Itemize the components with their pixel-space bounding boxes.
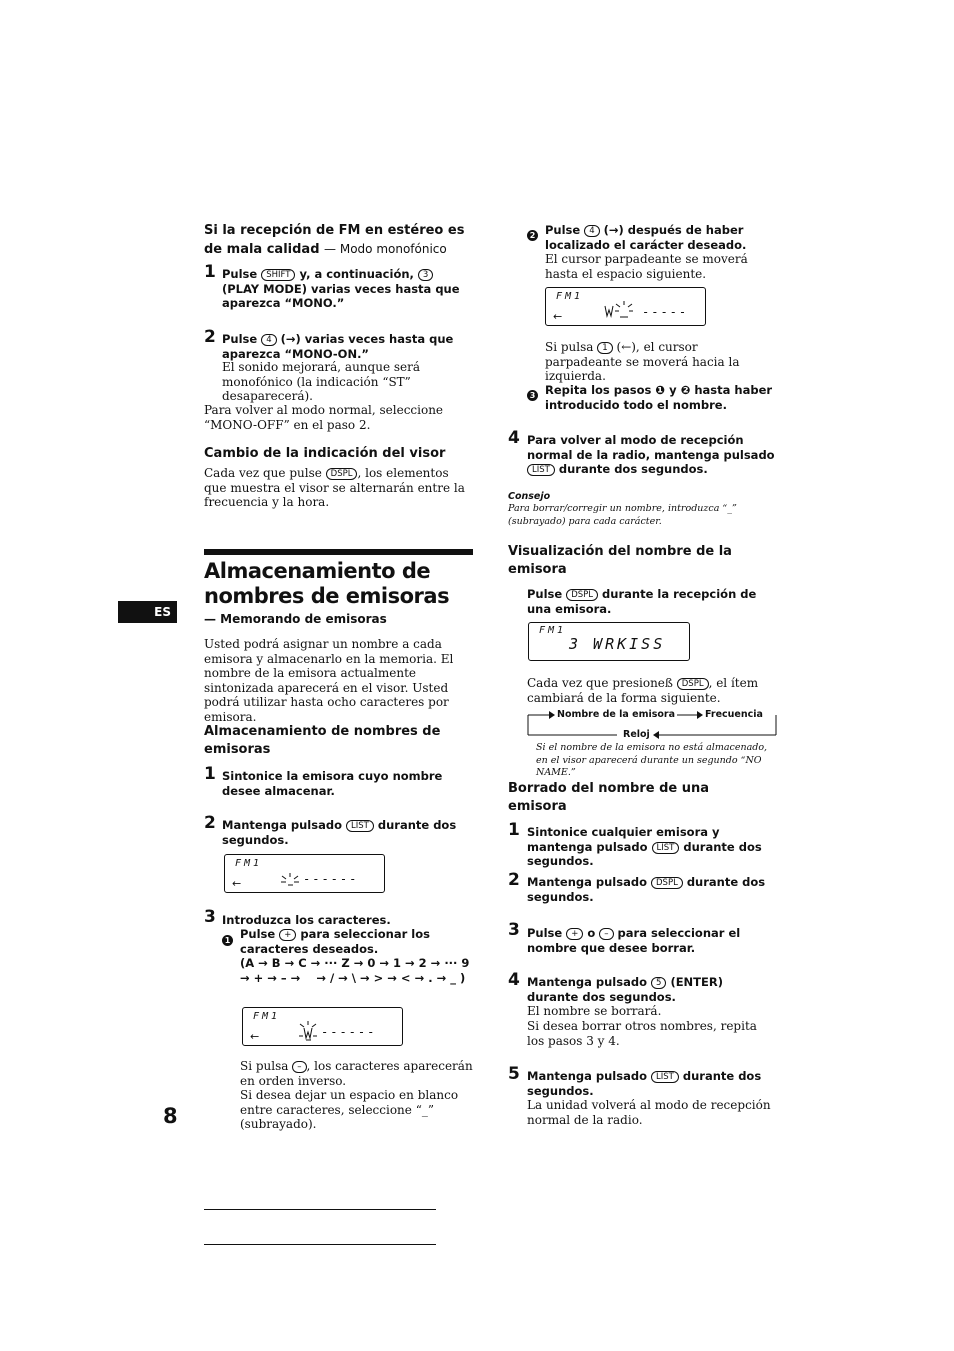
step-number: 1 (204, 764, 216, 784)
step-number: 2 (204, 327, 216, 347)
page-number: 8 (163, 1104, 178, 1128)
note-text: Si desea dejar un espacio en blanco entre caracteres, seleccione “_” (subrayado). (240, 1088, 459, 1131)
substep-marker: 3 (527, 383, 538, 402)
step-text: Mantenga pulsado DSPL durante dos segundos. (527, 875, 766, 904)
lcd-band: FM1 (556, 291, 584, 302)
lcd-display (528, 622, 690, 661)
substep-text: Pulse + para seleccionar los caracteres deseados. (240, 927, 430, 956)
key-3: 3 (418, 269, 433, 281)
visor-heading: Cambio de la indicación del visor (204, 446, 446, 461)
step-text: Pulse 4 (→) varias veces hasta que aparezca “MONO-ON.” (222, 332, 454, 361)
key-4: 4 (584, 225, 599, 237)
dspl-key: DSPL (566, 589, 598, 601)
step-number: 3 (508, 920, 520, 940)
step-number: 4 (508, 428, 520, 448)
step-number: 1 (508, 820, 520, 840)
lcd-chars: ----- (642, 305, 689, 319)
cycle-clock: Reloj (623, 729, 650, 740)
display-heading: Visualización del nombre de la emisora (508, 544, 732, 577)
footer-rule (204, 1244, 436, 1245)
footer-rule (204, 1209, 436, 1210)
step-text: Pulse DSPL durante la recepción de una emisora. (527, 587, 757, 616)
lcd-band: FM1 (235, 858, 263, 869)
blinking-cursor-icon (279, 871, 301, 889)
step-body: El nombre se borrará. (527, 1004, 662, 1018)
lcd-band: FM1 (253, 1011, 281, 1022)
character-sequence: (A → B → C → ··· Z → 0 → 1 → 2 → ··· 9 → + → – → → / → \ → > → < → . → _ ) (240, 956, 474, 985)
lcd-display (545, 287, 706, 326)
list-key: LIST (346, 820, 374, 832)
cycle-diagram (527, 706, 779, 742)
language-tab (118, 601, 177, 623)
visor-text: Cada vez que pulse DSPL , los elementos que muestra el visor se alternarán entre la frecuencia y la hora. (204, 466, 465, 509)
plus-key: + (279, 929, 296, 941)
lcd-band: FM1 (539, 625, 567, 636)
arrow-left-icon: ← (553, 310, 563, 323)
minus-key: – (599, 928, 613, 940)
list-key: LIST (652, 842, 680, 854)
section-subtitle: — Memorando de emisoras (204, 612, 387, 626)
cycle-station-name: Nombre de la emisora (557, 709, 676, 720)
lcd-chars: ------ (321, 1025, 377, 1039)
dspl-key: DSPL (326, 468, 358, 480)
section-title: Almacenamiento de nombres de emisoras (204, 559, 450, 608)
language-tab-label: ES (154, 605, 171, 619)
arrow-left-icon: ← (232, 877, 242, 890)
step-number: 4 (508, 970, 520, 990)
substep-text: Repita los pasos ❶ y ❷ hasta haber introducido todo el nombre. (545, 383, 773, 412)
shift-key: SHIFT (261, 269, 295, 281)
tip-label: Consejo (508, 491, 551, 502)
note-text: Si pulsa – , los caracteres aparecerán en orden inverso. (240, 1059, 473, 1088)
substep-body: El cursor parpadeante se moverá hasta el espacio siguiente. (545, 252, 748, 281)
list-key: LIST (527, 464, 555, 476)
substep-marker: 2 (527, 223, 538, 242)
step-text: Sintonice la emisora cuyo nombre desee almacenar. (222, 769, 443, 798)
key-5: 5 (651, 977, 666, 989)
arrow-left-icon: ← (250, 1030, 260, 1043)
blinking-cursor-icon (602, 300, 642, 322)
tip-text: Para borrar/corregir un nombre, introduzca “_” (subrayado) para cada carácter. (508, 503, 737, 527)
erase-heading: Borrado del nombre de una emisora (508, 781, 710, 814)
step-text: Mantenga pulsado LIST durante dos segundos. (222, 818, 457, 847)
store-heading: Almacenamiento de nombres de emisoras (204, 724, 441, 757)
fm-heading: Si la recepción de FM en estéreo es de mala calidad — Modo monofónico (204, 223, 465, 257)
return-note: Para volver al modo normal, seleccione “MONO-OFF” en el paso 2. (204, 403, 444, 432)
step-number: 1 (204, 262, 216, 282)
step-text: Pulse SHIFT y, a continuación, 3 (PLAY MODE) varias veces hasta que aparezca “MONO.” (222, 267, 460, 310)
step-body: La unidad volverá al modo de recepción normal de la radio. (527, 1098, 771, 1127)
lcd-station-name: 3 WRKISS (569, 635, 666, 653)
dspl-key: DSPL (651, 877, 683, 889)
note-text: Si pulsa 1 (←), el cursor parpadeante se moverá hacia la izquierda. (545, 340, 740, 383)
step-text: Mantenga pulsado 5 (ENTER) durante dos segundos. (527, 975, 723, 1004)
step-text: Introduzca los caracteres. (222, 913, 391, 927)
step-text: Mantenga pulsado LIST durante dos segundos. (527, 1069, 762, 1098)
minus-key: – (292, 1061, 306, 1073)
substep-text: Pulse 4 (→) después de haber localizado el carácter deseado. (545, 223, 747, 252)
step-number: 2 (508, 870, 520, 890)
lcd-display (242, 1007, 403, 1046)
plus-key: + (566, 928, 583, 940)
step-text: Sintonice cualquier emisora y mantenga pulsado LIST durante dos segundos. (527, 825, 762, 868)
intro-text: Usted podrá asignar un nombre a cada emisora y almacenarlo en la memoria. El nombre de la emisora actualmente sintonizada aparecerá en el visor. Usted podrá utilizar hasta ocho caracteres por emisora. (204, 637, 454, 724)
step-text: Para volver al modo de recepción normal de la radio, mantenga pulsado LIST durante dos segundos. (527, 433, 775, 476)
section-rule (204, 549, 473, 555)
note-text: Cada vez que presioneß DSPL , el ítem cambiará de la forma siguiente. (527, 676, 759, 705)
step-text: Pulse + o – para seleccionar el nombre que desee borrar. (527, 926, 741, 955)
step-number: 3 (204, 907, 216, 927)
list-key: LIST (651, 1071, 679, 1083)
dspl-key: DSPL (677, 678, 709, 690)
key-4: 4 (261, 334, 276, 346)
lcd-display (224, 854, 385, 893)
cycle-note: Si el nombre de la emisora no está almacenado, en el visor aparecerá durante un segundo “NO NAME.” (536, 742, 768, 778)
lcd-chars: ------ (303, 872, 359, 886)
blinking-cursor-icon (297, 1020, 319, 1042)
step-body: Si desea borrar otros nombres, repita los pasos 3 y 4. (527, 1019, 757, 1048)
step-number: 5 (508, 1064, 520, 1084)
cycle-frequency: Frecuencia (705, 709, 763, 720)
step-body: El sonido mejorará, aunque será monofónico (la indicación “ST” desaparecerá). (222, 360, 421, 403)
key-1: 1 (597, 342, 612, 354)
substep-marker: 1 (222, 928, 233, 947)
step-number: 2 (204, 813, 216, 833)
